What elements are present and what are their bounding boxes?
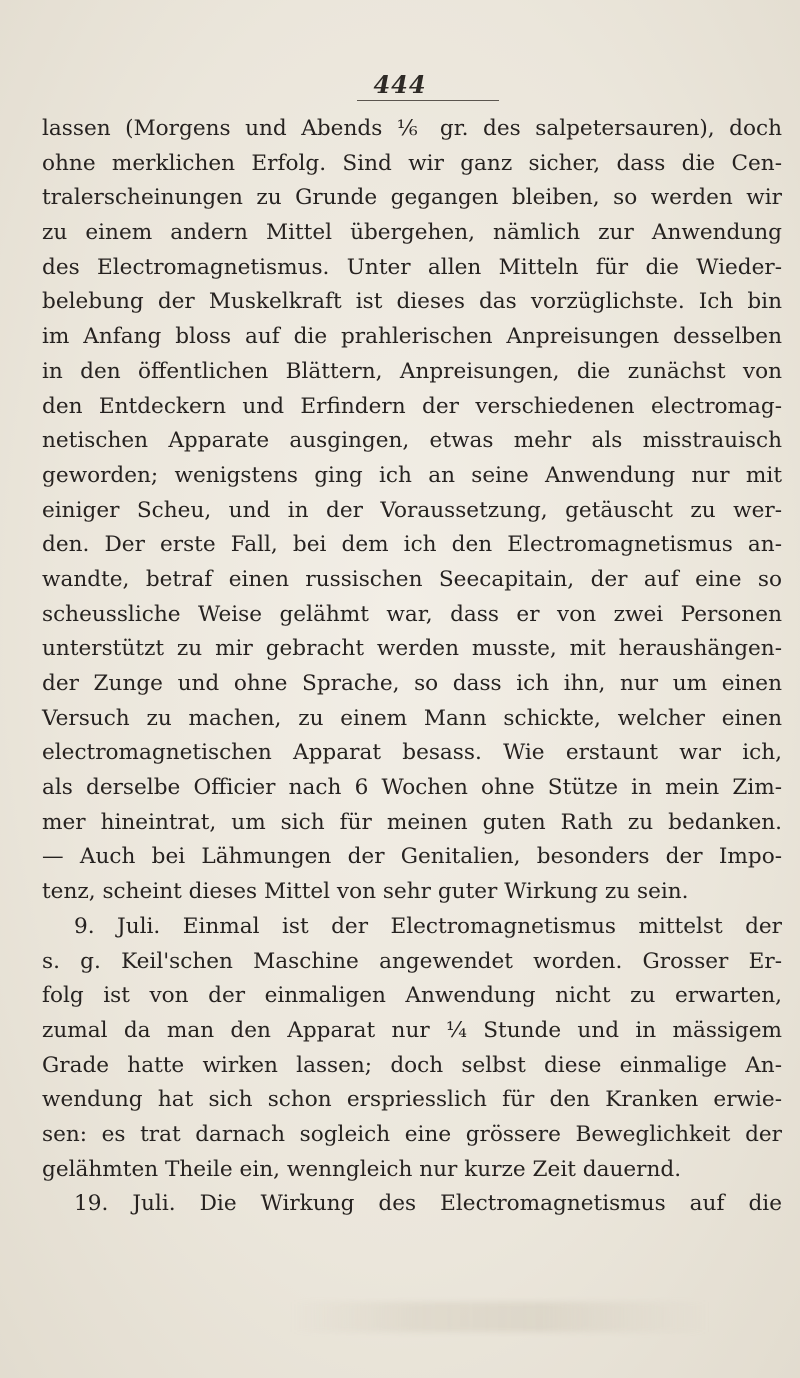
text-line: tenz, scheint dieses Mittel von sehr guter Wirkung zu sein.	[42, 879, 689, 905]
text-line: geworden; wenigstens ging ich an seine Anwendung nur mit	[42, 462, 782, 488]
text-line: den. Der erste Fall, bei dem ich den Electromagnetismus an-	[42, 532, 782, 558]
text-line: zu einem andern Mittel übergehen, nämlich zur Anwendung	[42, 220, 782, 246]
text-line: unterstützt zu mir gebracht werden musste, mit heraushängen-	[42, 636, 782, 662]
text-line: sen: es trat darnach sogleich eine grössere Beweglichkeit der	[42, 1121, 782, 1147]
body-text	[42, 112, 782, 1222]
text-line: einiger Scheu, und in der Voraussetzung, getäuscht zu wer-	[42, 497, 782, 523]
text-line: gelähmten Theile ein, wenngleich nur kurze Zeit dauernd.	[42, 1156, 682, 1182]
text-line: der Zunge und ohne Sprache, so dass ich ihn, nur um einen	[42, 671, 782, 696]
page-number: 444	[373, 70, 427, 99]
text-line-date-entry: 19. Juli. Die Wirkung des Electromagnetismus auf die	[74, 1191, 782, 1217]
text-line: als derselbe Officier nach 6 Wochen ohne Stütze in mein Zim-	[42, 775, 782, 801]
text-line: wandte, betraf einen russischen Seecapitain, der auf eine so	[42, 566, 782, 592]
page-number-rule	[357, 100, 499, 101]
text-line: zumal da man den Apparat nur ¼ Stunde und in mässigem	[42, 1017, 782, 1043]
text-line: ohne merklichen Erfolg. Sind wir ganz sicher, dass die Cen-	[42, 150, 782, 176]
text-line: folg ist von der einmaligen Anwendung nicht zu erwarten,	[42, 983, 782, 1009]
text-line: lassen (Morgens und Abends ⅙ gr. des salpetersauren), doch	[42, 116, 782, 141]
text-line: wendung hat sich schon erspriesslich für den Kranken erwie-	[42, 1087, 782, 1113]
text-line: netischen Apparate ausgingen, etwas mehr als misstrauisch	[42, 428, 782, 454]
text-line: Grade hatte wirken lassen; doch selbst diese einmalige An-	[42, 1052, 782, 1078]
text-line: mer hineintrat, um sich für meinen guten Rath zu bedanken.	[42, 809, 782, 835]
text-line-date-entry: 9. Juli. Einmal ist der Electromagnetismus mittelst der	[74, 913, 782, 939]
text-line: s. g. Keil'schen Maschine angewendet worden. Grosser Er-	[42, 948, 782, 974]
text-line: im Anfang bloss auf die prahlerischen Anpreisungen desselben	[42, 324, 782, 350]
text-line: Versuch zu machen, zu einem Mann schickte, welcher einen	[42, 705, 782, 731]
text-line: belebung der Muskelkraft ist dieses das vorzüglichste. Ich bin	[42, 289, 782, 315]
text-line: scheussliche Weise gelähmt war, dass er von zwei Personen	[42, 601, 782, 627]
text-line: — Auch bei Lähmungen der Genitalien, besonders der Impo-	[42, 844, 782, 870]
show-through-smudge	[290, 1302, 710, 1332]
text-line: den Entdeckern und Erfindern der verschiedenen electromag-	[42, 393, 782, 419]
text-line: electromagnetischen Apparat besass. Wie erstaunt war ich,	[42, 740, 782, 766]
text-line: tralerscheinungen zu Grunde gegangen bleiben, so werden wir	[42, 185, 782, 211]
text-line: des Electromagnetismus. Unter allen Mitteln für die Wieder-	[42, 254, 782, 280]
text-line: in den öffentlichen Blättern, Anpreisungen, die zunächst von	[42, 358, 782, 384]
